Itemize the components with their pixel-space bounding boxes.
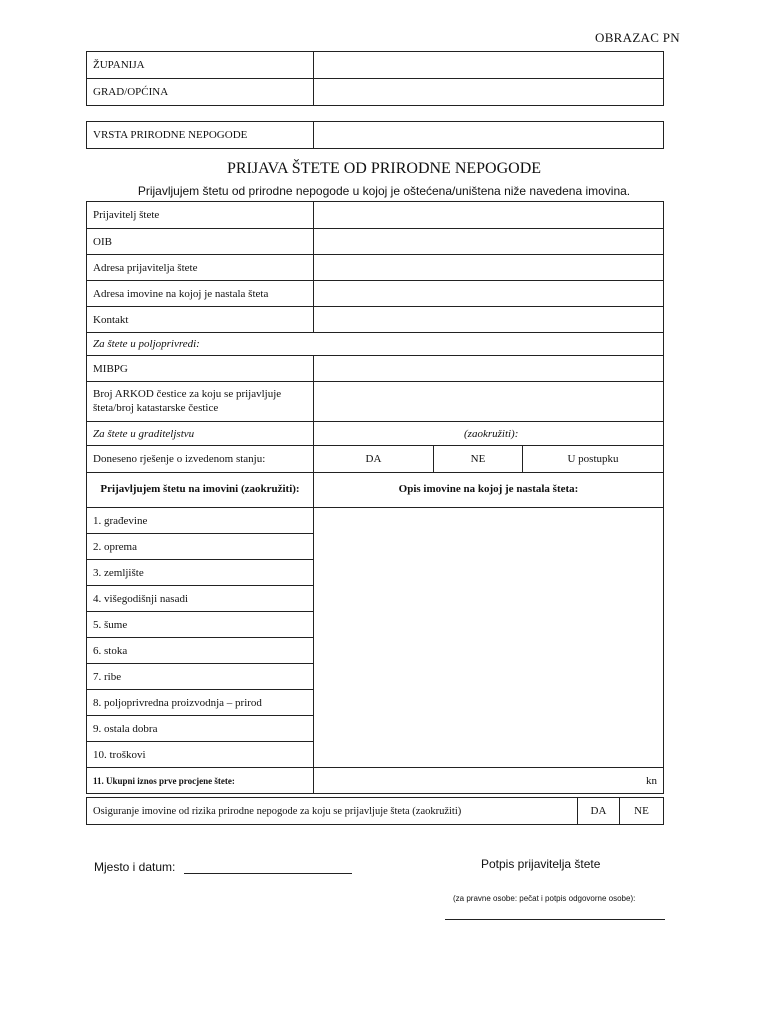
damage-item-prirod[interactable]: 8. poljoprivredna proizvodnja – prirod (87, 690, 314, 716)
adresa-prijavitelja-label: Adresa prijavitelja štete (87, 255, 314, 281)
prijavitelj-field[interactable] (314, 202, 664, 229)
rjesenje-label: Doneseno rješenje o izvedenom stanju: (87, 446, 314, 473)
oib-field[interactable] (314, 229, 664, 255)
damage-item-sume[interactable]: 5. šume (87, 612, 314, 638)
damage-item-ribe[interactable]: 7. ribe (87, 664, 314, 690)
damage-item-zemljiste[interactable]: 3. zemljište (87, 560, 314, 586)
zaokruziti-hint: (zaokružiti): (314, 422, 664, 446)
zupanija-label: ŽUPANIJA (87, 52, 314, 79)
insurance-ne-option[interactable]: NE (620, 798, 664, 825)
total-label: 11. Ukupni iznos prve procjene štete: (87, 768, 314, 794)
kontakt-label: Kontakt (87, 307, 314, 333)
document-subtitle: Prijavljujem štetu od prirodne nepogode u kojoj je oštećena/uništena niže navedena imovina. (137, 184, 631, 198)
mibpg-field[interactable] (314, 356, 664, 382)
place-date-line[interactable] (184, 873, 352, 874)
graditeljstvo-section-label: Za štete u graditeljstvu (87, 422, 314, 446)
damage-item-troskovi[interactable]: 10. troškovi (87, 742, 314, 768)
grad-label: GRAD/OPĆINA (87, 79, 314, 106)
header-table (86, 51, 664, 106)
damage-right-header: Opis imovine na kojoj je nastala šteta: (314, 473, 664, 508)
main-form-table (86, 201, 664, 794)
vrsta-table (86, 121, 664, 149)
rjesenje-u-postupku-option[interactable]: U postupku (523, 446, 664, 473)
insurance-da-option[interactable]: DA (578, 798, 620, 825)
signature-label: Potpis prijavitelja štete (481, 857, 601, 871)
vrsta-label: VRSTA PRIRODNE NEPOGODE (87, 122, 314, 149)
poljoprivreda-section-label: Za štete u poljoprivredi: (87, 333, 664, 356)
damage-description-field[interactable] (314, 508, 664, 768)
oib-label: OIB (87, 229, 314, 255)
mibpg-label: MIBPG (87, 356, 314, 382)
arkod-field[interactable] (314, 382, 664, 422)
damage-item-ostala-dobra[interactable]: 9. ostala dobra (87, 716, 314, 742)
rjesenje-da-option[interactable]: DA (314, 446, 434, 473)
rjesenje-ne-option[interactable]: NE (434, 446, 523, 473)
signature-line[interactable] (445, 919, 665, 920)
place-date-label: Mjesto i datum: (94, 860, 176, 874)
zupanija-field[interactable] (314, 52, 664, 79)
damage-item-nasadi[interactable]: 4. višegodišnji nasadi (87, 586, 314, 612)
damage-item-gradevine[interactable]: 1. građevine (87, 508, 314, 534)
adresa-imovine-field[interactable] (314, 281, 664, 307)
document-title: PRIJAVA ŠTETE OD PRIRODNE NEPOGODE (226, 160, 542, 177)
insurance-label: Osiguranje imovine od rizika prirodne nepogode za koju se prijavljuje šteta (zaokružiti) (87, 798, 578, 825)
prijavitelj-label: Prijavitelj štete (87, 202, 314, 229)
total-amount-field[interactable] (314, 768, 664, 794)
signature-note: (za pravne osobe: pečat i potpis odgovorne osobe): (453, 894, 636, 903)
insurance-table (86, 797, 664, 825)
adresa-imovine-label: Adresa imovine na kojoj je nastala šteta (87, 281, 314, 307)
arkod-label: Broj ARKOD čestice za koju se prijavljuje šteta/broj katastarske čestice (87, 382, 314, 422)
damage-item-stoka[interactable]: 6. stoka (87, 638, 314, 664)
grad-field[interactable] (314, 79, 664, 106)
damage-item-oprema[interactable]: 2. oprema (87, 534, 314, 560)
adresa-prijavitelja-field[interactable] (314, 255, 664, 281)
currency-label: kn (646, 774, 658, 787)
damage-left-header: Prijavljujem štetu na imovini (zaokružiti): (87, 473, 314, 508)
kontakt-field[interactable] (314, 307, 664, 333)
vrsta-field[interactable] (314, 122, 664, 149)
form-code: OBRAZAC PN (595, 30, 680, 45)
